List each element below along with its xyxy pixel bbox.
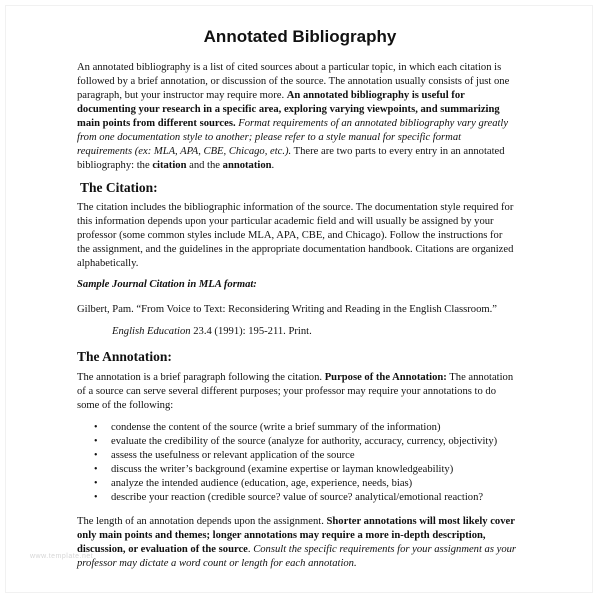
text-run: Shorter annotations will most likely cover only main points and themes; longer annotations may require a more in-depth description, discussion, or evaluation of the source <box>77 516 515 555</box>
sample-citation-entry: Gilbert, Pam. “From Voice to Text: Reconsidering Writing and Reading in the English Classroom.” <box>77 304 497 315</box>
text-run: An annotated bibliography is a list of cited sources about a particular topic, in which each citation is followed by a brief annotation, or discussion of the source. The annotation usually consists of just one paragraph, but your instructor may require more. <box>77 62 510 101</box>
citation-paragraph: The citation includes the bibliographic information of the source. The documentation style required for this information depends upon your particular academic field and will usually be assigned by your professor (some common styles include MLA, APA, CBE, and Chicago). Follow the instructions for the assignment, and the guidelines in the appropriate documentation handbook. Citations are organized alphabetically. <box>77 202 514 269</box>
journal-details: 23.4 (1991): 195-211. Print. <box>190 326 312 337</box>
text-run: . <box>271 160 275 171</box>
journal-title: English Education <box>112 326 191 337</box>
text-run: Purpose of the Annotation: <box>324 372 447 383</box>
annotation-paragraph <box>77 371 517 413</box>
text-run: Format requirements of an annotated bibliography vary greatly from one documentation style to another; please refer to a style manual for specific format requirements (ex: MLA, APA, CBE, Chicago, etc.). <box>77 118 509 157</box>
annotation-purposes-list <box>77 421 517 505</box>
list-item <box>77 477 517 491</box>
list-item <box>77 463 517 477</box>
list-item-text: evaluate the credibility of the source (analyze for authority, accuracy, currency, objectivity) <box>111 436 498 447</box>
bullet-icon: • <box>94 492 98 503</box>
document-title: Annotated Bibliography <box>203 27 397 46</box>
list-item <box>77 421 517 435</box>
annotation-heading: The Annotation: <box>77 349 172 364</box>
text-run: and the <box>186 160 223 171</box>
text-run: There are two parts to every entry in an annotated bibliography: the <box>77 146 505 171</box>
list-item <box>77 491 517 505</box>
sample-citation-label: Sample Journal Citation in MLA format: <box>77 279 257 290</box>
intro-paragraph <box>77 61 517 173</box>
bullet-icon: • <box>94 436 98 447</box>
text-run: annotation <box>222 160 272 171</box>
list-item-text: describe your reaction (credible source? value of source? analytical/emotional reaction? <box>111 492 484 503</box>
text-run: . <box>247 544 254 555</box>
text-run: Consult the specific requirements for your assignment as your professor may dictate a word count or length for each annotation. <box>77 544 517 569</box>
list-item <box>77 435 517 449</box>
bullet-icon: • <box>94 464 98 475</box>
text-run: citation <box>152 160 187 171</box>
bullet-icon: • <box>94 478 98 489</box>
closing-paragraph <box>77 515 517 571</box>
text-run: The annotation is a brief paragraph following the citation. <box>77 372 325 383</box>
sample-citation-journal <box>112 325 512 339</box>
list-item-text: assess the usefulness or relevant application of the source <box>111 450 355 461</box>
text-run: The length of an annotation depends upon the assignment. <box>77 516 327 527</box>
text-run: An annotated bibliography is useful for documenting your research in a specific area, exploring varying viewpoints, and summarizing main points from different sources. <box>77 90 500 129</box>
bullet-icon: • <box>94 450 98 461</box>
list-item-text: discuss the writer’s background (examine expertise or layman knowledgeability) <box>111 464 454 475</box>
list-item-text: condense the content of the source (write a brief summary of the information) <box>111 422 441 433</box>
bullet-icon: • <box>94 422 98 433</box>
list-item <box>77 449 517 463</box>
list-item-text: analyze the intended audience (education, age, experience, needs, bias) <box>111 478 413 489</box>
watermark-text: www.template.net <box>30 553 94 560</box>
text-run: The annotation of a source can serve several different purposes; your professor may require your annotations to do some of the following: <box>77 372 514 411</box>
citation-heading: The Citation: <box>80 180 158 195</box>
